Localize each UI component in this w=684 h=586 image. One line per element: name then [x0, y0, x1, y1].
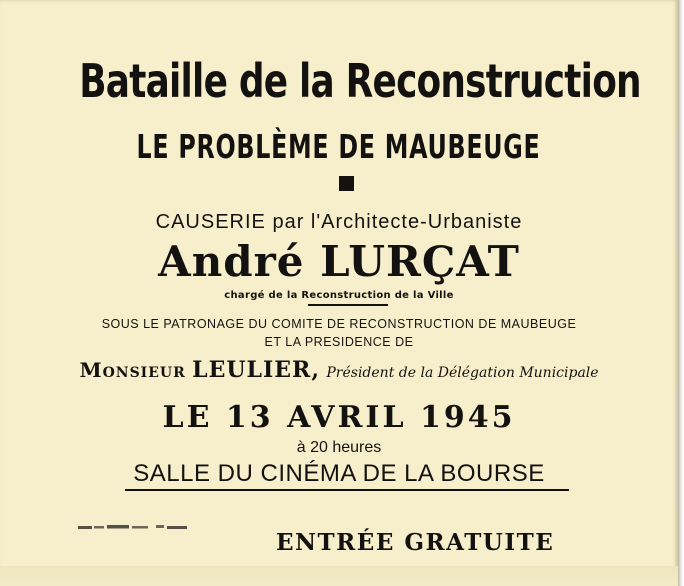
page-edge-shadow	[678, 0, 684, 586]
venue-underline	[125, 489, 569, 491]
monsieur-label: Monsieur	[79, 358, 186, 382]
president-line	[0, 357, 678, 386]
presidence-line: ET LA PRESIDENCE DE	[264, 335, 414, 349]
event-venue: SALLE DU CINÉMA DE LA BOURSE	[133, 460, 545, 487]
poster-subtitle-text: LE PROBLÈME DE MAUBEUGE	[137, 127, 541, 166]
president-role: Président de la Délégation Municipale	[326, 365, 599, 381]
poster-title-text: Bataille de la Reconstruction	[79, 54, 641, 108]
poster-title	[0, 56, 678, 106]
square-ornament	[339, 176, 354, 191]
event-time: à 20 heures	[296, 439, 382, 456]
causerie-line: CAUSERIE par l'Architecte-Urbaniste	[155, 211, 523, 233]
printer-stamp-mark	[76, 521, 196, 535]
poster-bottom-edge	[0, 566, 678, 586]
patronage-line: SOUS LE PATRONAGE DU COMITE DE RECONSTRUCTION DE MAUBEUGE	[101, 317, 577, 331]
architect-name: André LURÇAT	[158, 237, 520, 286]
entry-free: ENTRÉE GRATUITE	[276, 529, 555, 556]
poster-subtitle	[0, 129, 678, 165]
event-date: LE 13 AVRIL 1945	[162, 400, 516, 435]
charge-line: chargé de la Reconstruction de la Ville	[224, 290, 454, 301]
charge-underline	[308, 304, 388, 306]
president-name: LEULIER,	[192, 357, 321, 383]
